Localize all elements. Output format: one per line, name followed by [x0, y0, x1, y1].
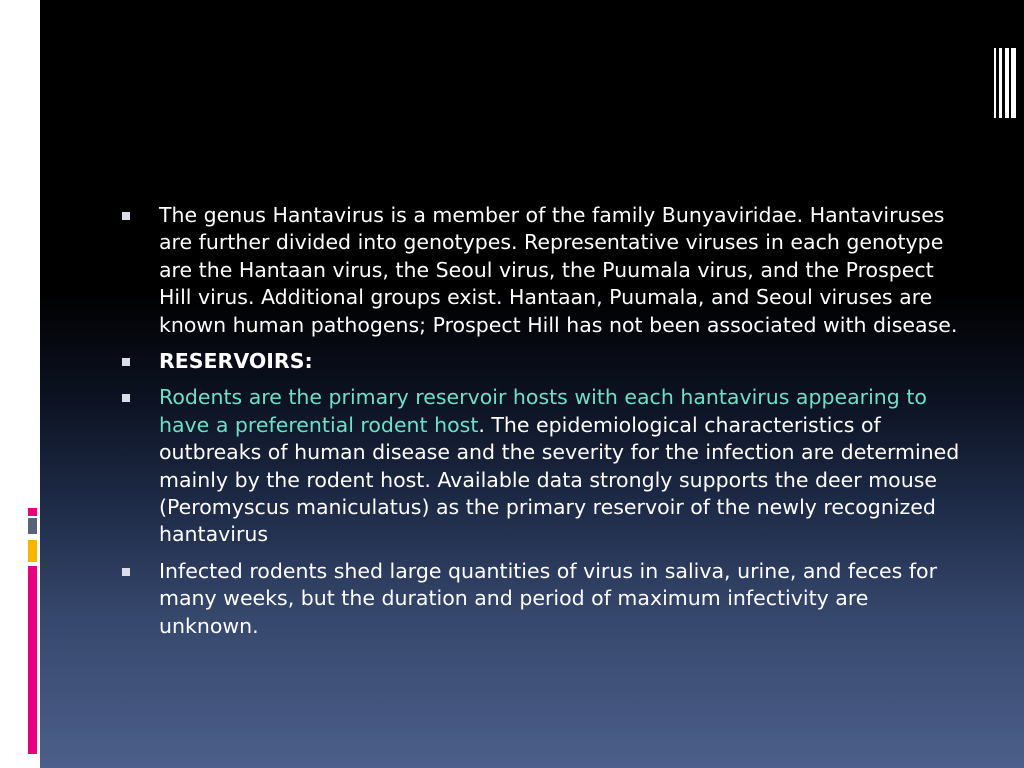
accent-bar-yellow-icon — [28, 540, 37, 562]
slide-body — [118, 202, 968, 649]
square-bullet-icon — [122, 568, 130, 576]
square-bullet-icon — [122, 212, 130, 220]
left-accent-strip — [0, 0, 40, 768]
accent-bar-gray-icon — [28, 518, 37, 534]
bullet-virus-shedding — [118, 558, 968, 640]
accent-bar-pink-long-icon — [28, 566, 37, 754]
bullet-reservoirs-heading — [118, 348, 968, 375]
bullet-genus-description — [118, 202, 968, 339]
bullet-text: The genus Hantavirus is a member of the family Bunyaviridae. Hantaviruses are further divided into genotypes. Representative viruses in each genotype are the Hantaan virus, the Seoul virus, the Puumala virus, and the Prospect Hill virus. Additional groups exist. Hantaan, Puumala, and Seoul viruses are known human pathogens; Prospect Hill has not been associated with disease. — [159, 203, 958, 337]
square-bullet-icon — [122, 394, 130, 402]
bullet-text: . The epidemiological characteristics of outbreaks of human disease and the severity for the infection are determined mainly by the rodent host. Available data strongly supports the deer mouse (Peromyscus maniculatus) as the primary reservoir of the newly recognized hantavirus — [159, 412, 960, 547]
bullet-list — [118, 202, 968, 640]
bullet-text: Infected rodents shed large quantities of virus in saliva, urine, and feces for many weeks, but the duration and period of maximum infectivity are unknown. — [159, 558, 938, 638]
vertical-stripes-logo-icon — [994, 48, 1016, 118]
accent-bar-pink-icon — [28, 508, 37, 516]
bullet-rodent-hosts — [118, 384, 968, 548]
section-heading: RESERVOIRS: — [159, 349, 313, 374]
square-bullet-icon — [122, 358, 130, 366]
highlighted-text: Rodents are the primary reservoir hosts with each hantavirus appearing to have a preferential rodent host — [159, 385, 927, 437]
